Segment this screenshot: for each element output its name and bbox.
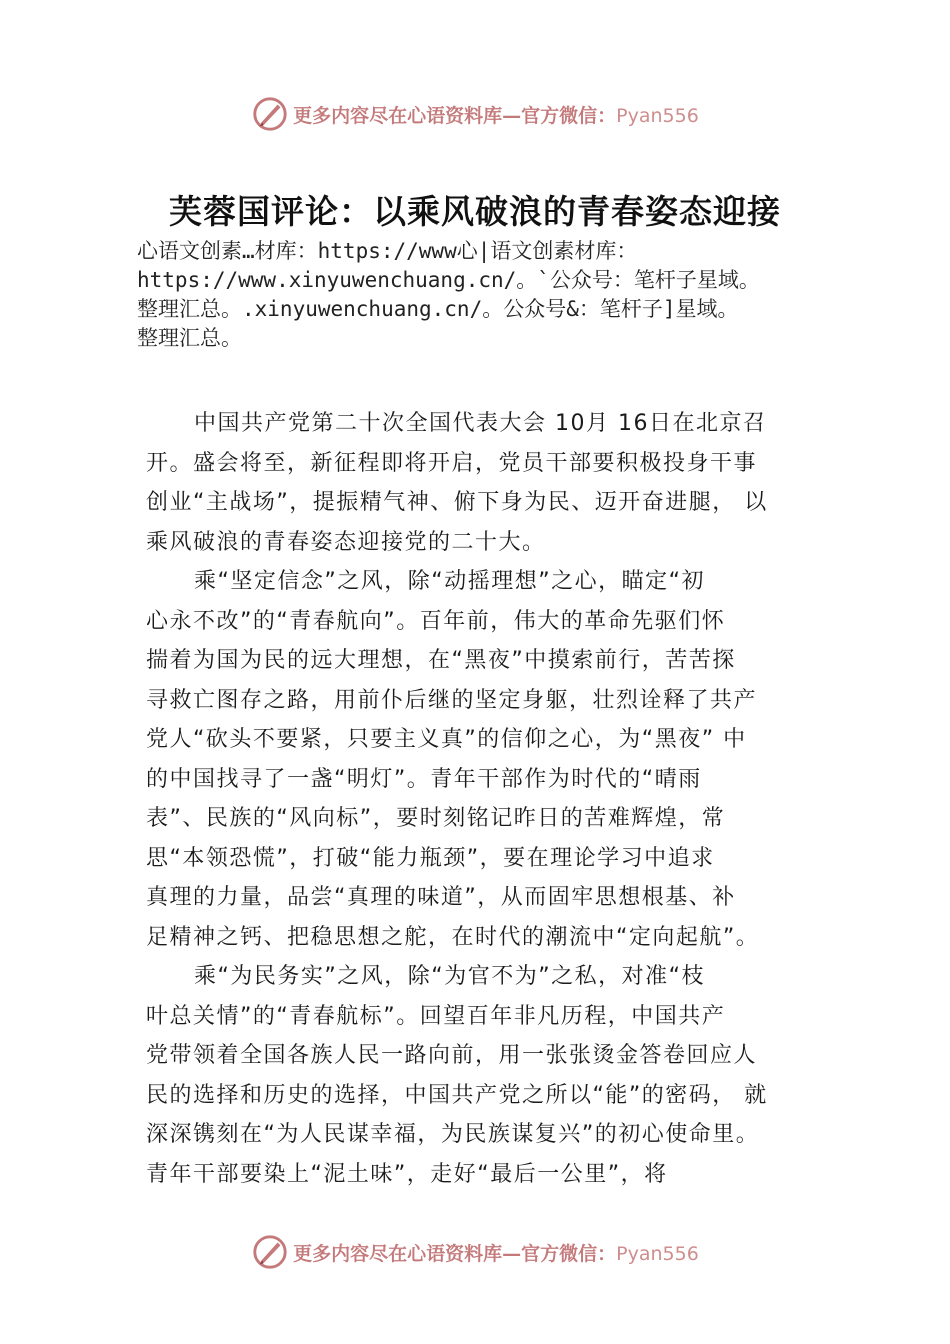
body-line: 的中国找寻了一盏“明灯”。青年干部作为时代的“晴雨 (146, 766, 702, 792)
banner-main: 更多内容尽在心语资料库—官方微信： (293, 1242, 617, 1265)
body-line: 创业“主战场”，提振精气神、俯下身为民、迈开奋进腿， 以 (146, 490, 768, 515)
body-line: 乘“坚定信念”之风，除“动摇理想”之心，瞄定“初 (194, 569, 705, 594)
body-line: 叶总关情”的“青春航标”。回望百年非凡历程，中国共产 (146, 1003, 726, 1029)
body-line: 民的选择和历史的选择，中国共产党之所以“能”的密码， 就 (146, 1082, 768, 1108)
article-title: 芙蓉国评论：以乘风破浪的青春姿态迎接 (169, 192, 781, 231)
body-line: 青年干部要染上“泥土味”，走好“最后一公里”，将 (146, 1161, 668, 1187)
banner-text (293, 101, 699, 128)
body-line: 中国共产党第二十次全国代表大会 10月 16日在北京召 (194, 411, 767, 436)
body-line: 思“本领恐慌”，打破“能力瓶颈”，要在理论学习中追求 (146, 845, 715, 871)
body-line: 心永不改”的“青春航向”。百年前，伟大的革命先驱们怀 (146, 608, 726, 634)
source-block (137, 237, 827, 353)
body-line: 真理的力量，品尝“真理的味道”，从而固牢思想根基、补 (146, 885, 736, 910)
footer-banner (0, 1230, 950, 1274)
body-line: 党人“砍头不要紧，只要主义真”的信仰之心，为“黑夜” 中 (146, 727, 747, 752)
article-body (146, 404, 826, 1194)
body-line: 表”、民族的“风向标”，要时刻铭记昨日的苦难辉煌，常 (146, 806, 726, 831)
body-line: 寻救亡图存之路，用前仆后继的坚定身躯，壮烈诠释了共产 (146, 687, 758, 713)
source-line: https://www.xinyuwenchuang.cn/。`公众号：笔杆子星域。 (137, 268, 760, 292)
body-line: 深深镌刻在“为人民谋幸福，为民族谋复兴”的初心使命里。 (146, 1122, 760, 1147)
banner-text (293, 1239, 699, 1266)
body-line: 党带领着全国各族人民一路向前，用一张张烫金答卷回应人 (146, 1043, 758, 1068)
pen-logo-icon (251, 95, 289, 133)
body-line: 足精神之钙、把稳思想之舵，在时代的潮流中“定向起航”。 (146, 924, 760, 950)
source-line: 心语文创素…材库：https://www心|语文创素材库： (137, 239, 638, 263)
banner-account: Pyan556 (616, 104, 699, 127)
body-line: 揣着为国为民的远大理想，在“黑夜”中摸索前行，苦苦探 (146, 648, 736, 673)
header-banner (0, 92, 950, 136)
body-line: 开。盛会将至，新征程即将开启，党员干部要积极投身干事 (146, 450, 758, 476)
pen-logo-icon (251, 1233, 289, 1271)
source-line: 整理汇总。 (137, 326, 242, 350)
body-line: 乘风破浪的青春姿态迎接党的二十大。 (146, 529, 546, 555)
banner-account: Pyan556 (616, 1242, 699, 1265)
banner-main: 更多内容尽在心语资料库—官方微信： (293, 104, 617, 127)
body-line: 乘“为民务实”之风，除“为官不为”之私，对准“枝 (194, 964, 705, 989)
source-line: 整理汇总。.xinyuwenchuang.cn/。公众号&：笔杆子]星域。 (137, 297, 739, 321)
